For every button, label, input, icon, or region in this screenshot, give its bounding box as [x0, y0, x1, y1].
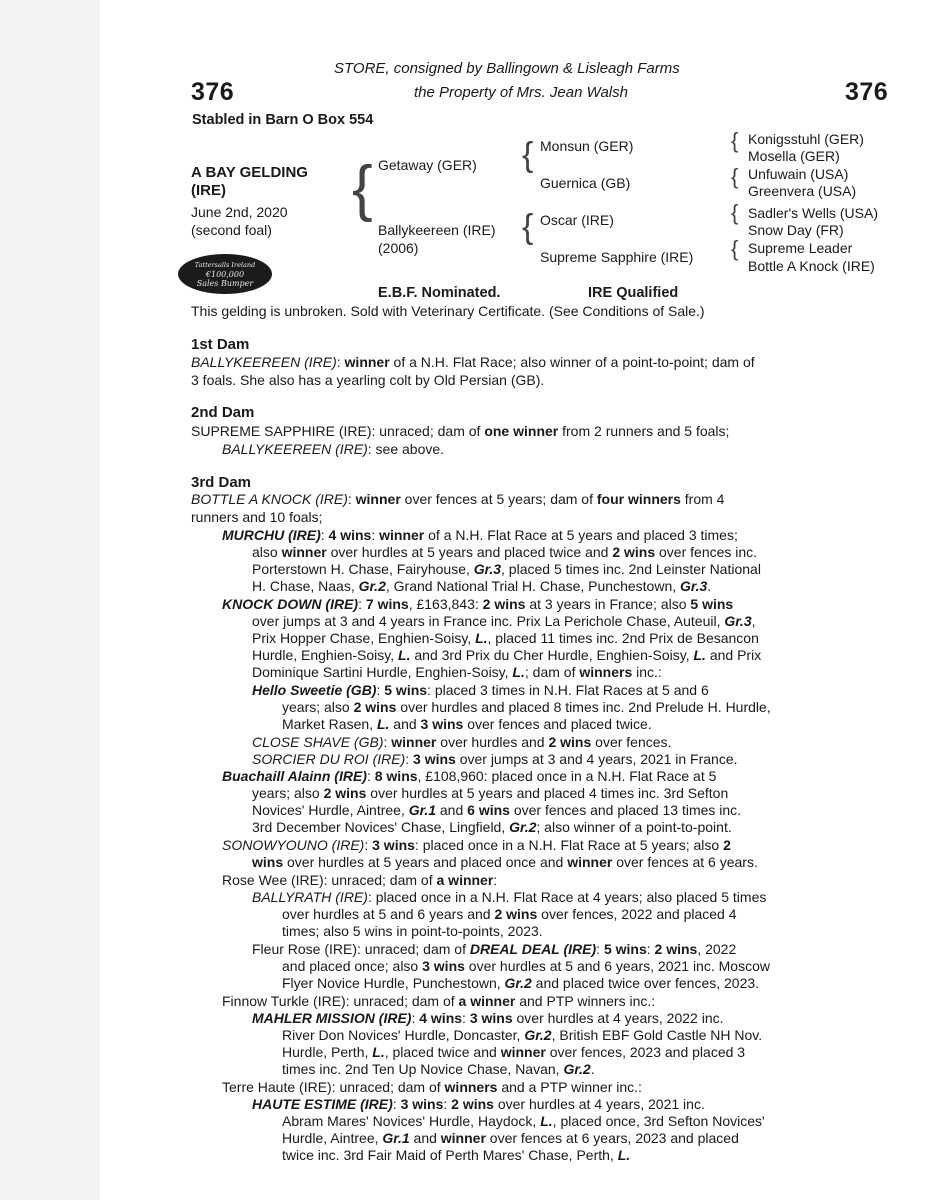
- badge-line-2: €100,000: [205, 269, 245, 279]
- ancestor-8: Bottle A Knock (IRE): [748, 258, 875, 274]
- lot-number-right: 376: [845, 78, 889, 106]
- haute-line-2: Abram Mares' Novices' Hurdle, Haydock, L., placed once, 3rd Sefton Novices': [282, 1113, 765, 1129]
- knockdown-line-2: over jumps at 3 and 4 years in France inc. Prix La Perichole Chase, Auteuil, Gr.3,: [252, 613, 756, 629]
- mahler-line-2: River Don Novices' Hurdle, Doncaster, Gr.2, British EBF Gold Castle NH Nov.: [282, 1027, 763, 1043]
- buachaill-line-4: 3rd December Novices' Chase, Lingfield, Gr.2; also winner of a point-to-point.: [252, 819, 732, 835]
- fleur-line-2: and placed once; also 3 wins over hurdles at 5 and 6 years, 2021 inc. Moscow: [282, 958, 770, 974]
- second-dam-line-2: BALLYKEEREEN (IRE): see above.: [222, 441, 445, 457]
- ancestor-4: Greenvera (USA): [748, 183, 857, 199]
- badge-line-3: Sales Bumper: [196, 278, 254, 288]
- hello-line-1: Hello Sweetie (GB): 5 wins: placed 3 times in N.H. Flat Races at 5 and 6: [252, 682, 709, 698]
- dam-sire-name: Oscar (IRE): [540, 212, 614, 228]
- pedigree-brace-sire: {: [522, 136, 534, 174]
- mahler-line-4: times inc. 2nd Ten Up Novice Chase, Navan, Gr.2.: [282, 1061, 595, 1077]
- third-dam-line-1: BOTTLE A KNOCK (IRE): winner over fences at 5 years; dam of four winners from 4: [191, 491, 725, 507]
- ancestor-5: Sadler's Wells (USA): [748, 205, 878, 221]
- murchu-line-1: MURCHU (IRE): 4 wins: winner of a N.H. Flat Race at 5 years and placed 3 times;: [222, 527, 738, 543]
- sales-bumper-badge: [178, 254, 272, 294]
- ebf-nominated: E.B.F. Nominated.: [378, 285, 501, 301]
- fleur-line-1: Fleur Rose (IRE): unraced; dam of DREAL DEAL (IRE): 5 wins: 2 wins, 2022: [252, 941, 737, 957]
- fleur-line-3: Flyer Novice Hurdle, Punchestown, Gr.2 and placed twice over fences, 2023.: [282, 975, 760, 991]
- knockdown-name: KNOCK DOWN (IRE): [222, 596, 359, 612]
- rosewee-line: Rose Wee (IRE): unraced; dam of a winner:: [222, 872, 498, 888]
- first-dam-line-1: BALLYKEEREEN (IRE): winner of a N.H. Flat Race; also winner of a point-to-point; dam of: [191, 354, 755, 370]
- consignor-line: STORE, consigned by Ballingown & Lisleagh Farms: [334, 60, 680, 77]
- lot-number-left: 376: [191, 78, 235, 106]
- first-dam-line-2: 3 foals. She also has a yearling colt by Old Persian (GB).: [191, 372, 545, 388]
- knockdown-line-5: Dominique Sartini Hurdle, Enghien-Soisy, L.; dam of winners inc.:: [252, 664, 662, 680]
- pedigree-brace-g3: {: [731, 200, 739, 225]
- badge-line-1: Tattersalls Ireland: [194, 260, 256, 269]
- murchu-name: MURCHU (IRE): [222, 527, 321, 543]
- haute-line-3: Hurdle, Aintree, Gr.1 and winner over fences at 6 years, 2023 and placed: [282, 1130, 739, 1146]
- sorcier-line: SORCIER DU ROI (IRE): 3 wins over jumps at 3 and 4 years, 2021 in France.: [252, 751, 738, 767]
- ancestor-3: Unfuwain (USA): [748, 166, 849, 182]
- sonow-line-2: wins over hurdles at 5 years and placed once and winner over fences at 6 years.: [252, 854, 758, 870]
- dreal-deal-name: DREAL DEAL (IRE): [469, 941, 597, 957]
- foaled-date: June 2nd, 2020: [191, 204, 288, 220]
- knockdown-line-4: Hurdle, Enghien-Soisy, L. and 3rd Prix du Cher Hurdle, Enghien-Soisy, L. and Prix: [252, 647, 762, 663]
- sonow-name: SONOWYOUNO (IRE): [222, 837, 365, 853]
- ancestor-6: Snow Day (FR): [748, 222, 844, 238]
- close-name: CLOSE SHAVE (GB): [252, 734, 384, 750]
- dam-name: Ballykeereen (IRE): [378, 222, 496, 238]
- ancestor-1: Konigsstuhl (GER): [748, 131, 864, 147]
- hello-line-3: Market Rasen, L. and 3 wins over fences and placed twice.: [282, 716, 652, 732]
- third-dam-heading: 3rd Dam: [191, 474, 252, 491]
- sire-sire-name: Monsun (GER): [540, 138, 634, 154]
- hello-name: Hello Sweetie (GB): [252, 682, 377, 698]
- mahler-name: MAHLER MISSION (IRE): [252, 1010, 412, 1026]
- stabled-line: Stabled in Barn O Box 554: [192, 112, 374, 128]
- pedigree-brace-dam: {: [522, 208, 534, 246]
- first-dam-heading: 1st Dam: [191, 336, 250, 353]
- buachaill-name: Buachaill Alainn (IRE): [222, 768, 367, 784]
- hello-line-2: years; also 2 wins over hurdles and placed 8 times inc. 2nd Prelude H. Hurdle,: [282, 699, 771, 715]
- dam-year: (2006): [378, 240, 419, 256]
- sale-note: This gelding is unbroken. Sold with Veterinary Certificate. (See Conditions of Sale.): [191, 303, 705, 319]
- ballyrath-name: BALLYRATH (IRE): [252, 889, 368, 905]
- ballyrath-line-1: BALLYRATH (IRE): placed once in a N.H. Flat Race at 4 years; also placed 5 times: [252, 889, 767, 905]
- property-line: the Property of Mrs. Jean Walsh: [414, 84, 628, 101]
- buachaill-line-1: Buachaill Alainn (IRE): 8 wins, £108,960: placed once in a N.H. Flat Race at 5: [222, 768, 717, 784]
- haute-line-1: HAUTE ESTIME (IRE): 3 wins: 2 wins over hurdles at 4 years, 2021 inc.: [252, 1096, 705, 1112]
- ballyrath-line-2: over hurdles at 5 and 6 years and 2 wins over fences, 2022 and placed 4: [282, 906, 737, 922]
- buachaill-line-2: years; also 2 wins over hurdles at 5 years and placed 4 times inc. 3rd Sefton: [252, 785, 729, 801]
- close-line: CLOSE SHAVE (GB): winner over hurdles and 2 wins over fences.: [252, 734, 672, 750]
- horse-name: A BAY GELDING: [191, 164, 308, 181]
- haute-name: HAUTE ESTIME (IRE): [252, 1096, 393, 1112]
- ballyrath-line-3: times; also 5 wins in point-to-points, 2023.: [282, 923, 543, 939]
- terre-line: Terre Haute (IRE): unraced; dam of winners and a PTP winner inc.:: [222, 1079, 642, 1095]
- mahler-line-3: Hurdle, Perth, L., placed twice and winner over fences, 2023 and placed 3: [282, 1044, 746, 1060]
- pedigree-brace-g2: {: [731, 164, 739, 189]
- second-dam-heading: 2nd Dam: [191, 404, 255, 421]
- murchu-line-3: Porterstown H. Chase, Fairyhouse, Gr.3, placed 5 times inc. 2nd Leinster National: [252, 561, 761, 577]
- buachaill-line-3: Novices' Hurdle, Aintree, Gr.1 and 6 wins over fences and placed 13 times inc.: [252, 802, 742, 818]
- pedigree-brace-main: {: [352, 154, 373, 223]
- second-dam-line-1: SUPREME SAPPHIRE (IRE): unraced; dam of one winner from 2 runners and 5 foals;: [191, 423, 730, 439]
- ire-qualified: IRE Qualified: [588, 285, 679, 301]
- ancestor-7: Supreme Leader: [748, 240, 853, 256]
- sire-dam-name: Guernica (GB): [540, 175, 631, 191]
- murchu-line-2: also winner over hurdles at 5 years and placed twice and 2 wins over fences inc.: [252, 544, 758, 560]
- dam-dam-name: Supreme Sapphire (IRE): [540, 249, 694, 265]
- murchu-line-4: H. Chase, Naas, Gr.2, Grand National Trial H. Chase, Punchestown, Gr.3.: [252, 578, 712, 594]
- first-dam-name: BALLYKEEREEN (IRE): [191, 354, 337, 370]
- foal-note: (second foal): [191, 222, 272, 238]
- knockdown-line-1: KNOCK DOWN (IRE): 7 wins, £163,843: 2 wins at 3 years in France; also 5 wins: [222, 596, 734, 612]
- finnow-line: Finnow Turkle (IRE): unraced; dam of a winner and PTP winners inc.:: [222, 993, 656, 1009]
- knockdown-line-3: Prix Hopper Chase, Enghien-Soisy, L., placed 11 times inc. 2nd Prix de Besancon: [252, 630, 759, 646]
- third-dam-line-2: runners and 10 foals;: [191, 509, 323, 525]
- haute-line-4: twice inc. 3rd Fair Maid of Perth Mares' Chase, Perth, L.: [282, 1147, 631, 1163]
- horse-origin: (IRE): [191, 182, 226, 199]
- mahler-line-1: MAHLER MISSION (IRE): 4 wins: 3 wins over hurdles at 4 years, 2022 inc.: [252, 1010, 724, 1026]
- sonow-line-1: SONOWYOUNO (IRE): 3 wins: placed once in a N.H. Flat Race at 5 years; also 2: [222, 837, 731, 853]
- sire-name: Getaway (GER): [378, 157, 477, 173]
- ancestor-2: Mosella (GER): [748, 148, 840, 164]
- pedigree-brace-g4: {: [731, 236, 739, 261]
- sorcier-name: SORCIER DU ROI (IRE): [252, 751, 406, 767]
- pedigree-brace-g1: {: [731, 128, 739, 153]
